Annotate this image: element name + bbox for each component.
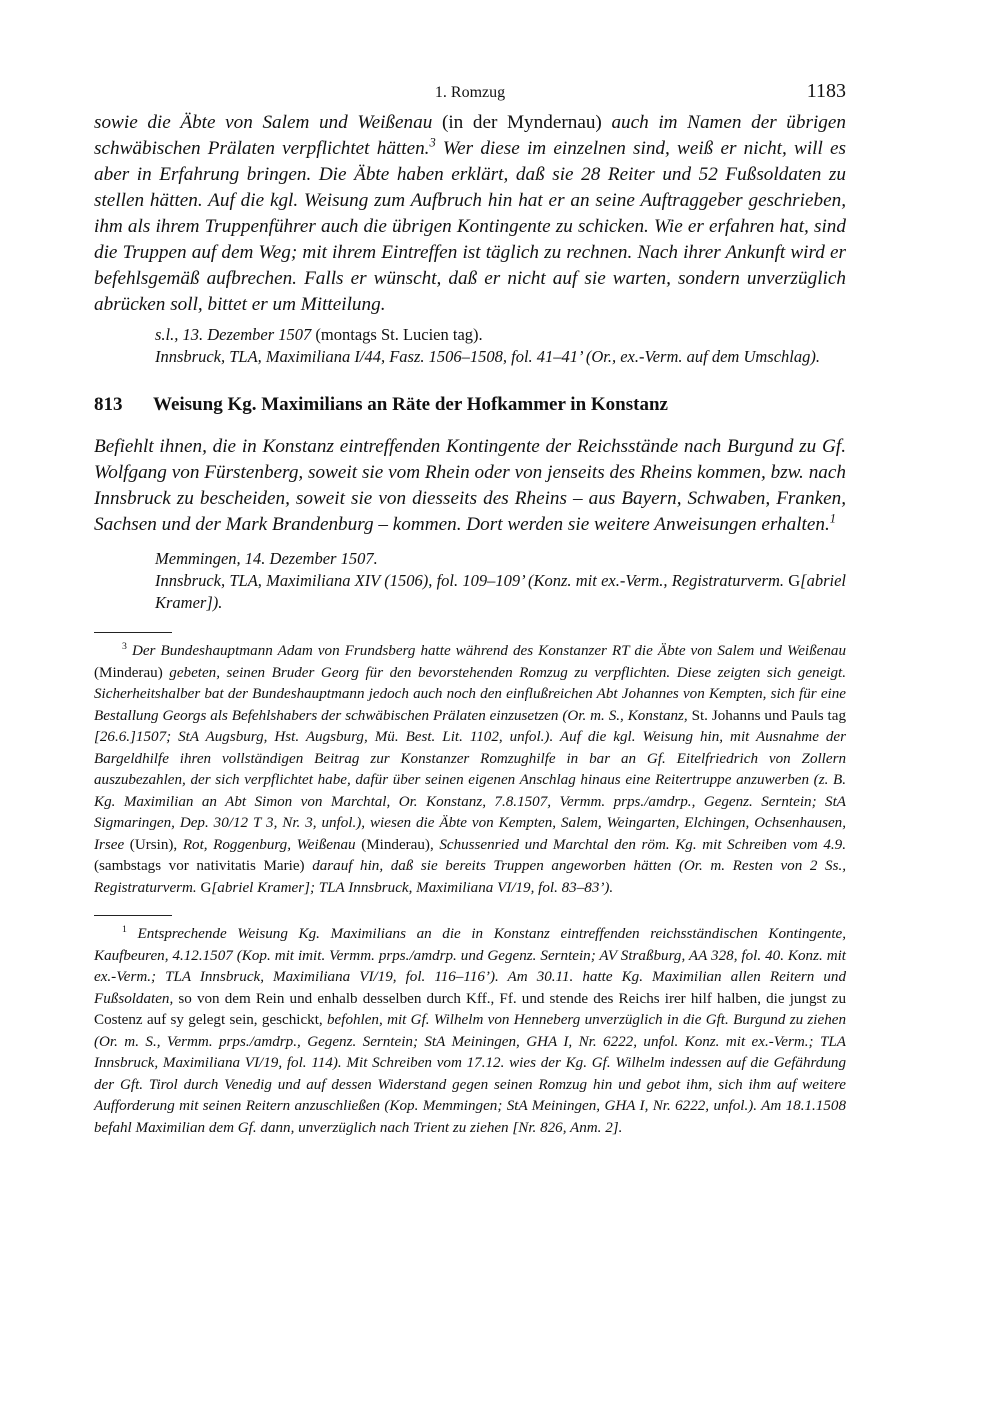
footnote-3-text-b: (Minderau) — [94, 664, 170, 681]
document-page — [94, 78, 846, 1139]
running-header — [94, 78, 846, 108]
footnote-3-text-l: G — [196, 879, 212, 896]
source-block-812 — [155, 324, 846, 368]
footnote-3-text-m: [abriel Kramer]; TLA Innsbruck, Maximiliana VI/19, fol. 83–83’). — [211, 879, 614, 896]
footnote-1-text-c: , befohlen, mit Gf. Wilhelm von Henneberg unverzüglich in die Gft. Burgund zu ziehen (Or. m. S., Vermm. prps./amdrp., Gegenz. Serntein; StA Meiningen, GHA I, Nr. 6222, unfol. Konz. mit ex.-Verm.; TLA Innsbruck, Maximiliana VI/19, fol. 114). Mit Schreiben vom 17.12. wies der Kg. Gf. Wilhelm indessen auf die Gefährdung der Gft. Tirol durch Venedig und auf dessen Widerstand gegen seinen Romzug hin und gebot ihm, sich ihm auf weitere Aufforderung mit seinen Reitern anzuschließen (Kop. Memmingen; StA Meiningen, GHA I, Nr. 6222, unfol.). Am 18.1.1508 befahl Maximilian dem Gf. dann, unverzüglich nach Trient zu ziehen [Nr. 826, Anm. 2]. — [94, 1012, 846, 1136]
footnote-3-text-d: St. Johanns und Pauls tag — [687, 707, 846, 724]
source-place-date: s.l., 13. Dezember 1507 — [155, 325, 312, 344]
intro-text-2: (in der Myndernau) — [432, 112, 612, 133]
document-heading-813 — [94, 394, 846, 416]
footnote-3-mark: 3 — [122, 640, 127, 652]
footnote-3-text-f: (Ursin), — [124, 836, 183, 853]
footnote-1-text-a: Entsprechende Weisung Kg. Maximilians an die in Konstanz eintreffenden reichsständischen Kontingente, Kaufbeuren, 4.12.1507 (Kop. mit imit. Vermm. prps./amdrp. und Gegenz. Serntein; AV Straßburg, AA 328, fol. 40. Konz. mit ex.-Verm.; TLA Innsbruck, Maximiliana VI/19, fol. 116–116’). Am 30.11. hatte Kg. Maximilian allen Reitern und Fußsoldaten, — [94, 926, 846, 1007]
running-title: 1. Romzug — [434, 84, 506, 101]
footnote-1-mark: 1 — [122, 923, 127, 935]
page-number: 1183 — [806, 80, 846, 102]
footnote-3-text-h: (Minderau), — [355, 836, 440, 853]
source-813-archive-b: G — [788, 571, 801, 590]
footnote-divider-2 — [94, 915, 172, 916]
footnote-3-text-j: (sambstags vor nativitatis Marie) — [94, 858, 313, 874]
source-813-place-date: Memmingen, 14. Dezember 1507. — [155, 549, 378, 568]
intro-text-1: sowie die Äbte von Salem und Weißenau — [94, 112, 433, 133]
footnote-3-text-k: darauf hin, daß sie bereits Truppen angeworben hätten (Or. m. Resten von 2 Ss., Registraturverm. — [94, 858, 846, 896]
source-archive: Innsbruck, TLA, Maximiliana I/44, Fasz. 1506–1508, fol. 41–41’ (Or., ex.-Verm. auf dem Umschlag). — [155, 347, 820, 366]
source-block-813 — [155, 548, 846, 614]
footnote-ref-1: 1 — [829, 511, 836, 526]
footnote-3 — [94, 641, 846, 899]
document-number: 813 — [94, 394, 123, 415]
document-title: Weisung Kg. Maximilians an Räte der Hofkammer in Konstanz — [153, 394, 668, 415]
summary-text: Befiehlt ihnen, die in Konstanz eintreffenden Kontingente der Reichsstände nach Burgund zu Gf. Wolfgang von Fürstenberg, soweit sie vom Rhein oder von jenseits des Rheins kommen, bzw. nach Innsbruck zu bescheiden, soweit sie von diesseits des Rheins – aus Bayern, Schwaben, Franken, Sachsen und der Mark Brandenburg – kommen. Dort werden sie weitere Anweisungen erhalten. — [94, 436, 846, 535]
source-813-archive-c: [abriel Kramer]). — [155, 571, 846, 612]
footnote-1 — [94, 924, 846, 1139]
footnote-ref-3: 3 — [429, 135, 436, 150]
source-813-archive-a: Innsbruck, TLA, Maximiliana XIV (1506), fol. 109–109’ (Konz. mit ex.-Verm., Registraturverm. — [155, 571, 789, 590]
intro-text-3: auch im Namen der übrigen schwäbischen Prälaten verpflichtet hätten. — [94, 112, 846, 159]
footnote-divider-1 — [94, 632, 172, 633]
document-summary — [94, 434, 846, 538]
footnote-3-text-i: Schussenried und Marchtal den röm. Kg. mit Schreiben vom 4.9. — [439, 836, 846, 853]
intro-text-4: Wer diese im einzelnen sind, weiß er nicht, will es aber in Erfahrung bringen. Die Äbte haben erklärt, daß sie 28 Reiter und 52 Fußsoldaten zu stellen hätten. Auf die kgl. Weisung zum Aufbruch hin hat er an seine Auftraggeber geschrieben, ihm als ihrem Truppenführer auch die übrigen Kontingente zu schicken. Wie er erfahren hat, sind die Truppen auf dem Weg; mit ihrem Eintreffen ist täglich zu rechnen. Nach ihrer Ankunft wird er befehlsgemäß aufbrechen. Falls er wünscht, daß er nicht auf sie warten, sondern unverzüglich abrücken soll, bittet er um Mitteilung. — [94, 138, 847, 315]
footnote-3-text-g: Rot, Roggenburg, Weißenau — [182, 836, 356, 853]
footnote-3-text-e: [26.6.]1507; StA Augsburg, Hst. Augsburg, Mü. Best. Lit. 1102, unfol.). Auf die kgl. Weisung hin, mit Ausnahme der Bargeldhilfe ihren vollständigen Beitrag zur Konstanzer Romzughilfe in bar an Gf. Eitelfriedrich von Zollern auszubezahlen, der sich verpflichtet habe, dafür über seinen eigenen Anschlag hinaus eine Reitertruppe anzuwerben (z. B. Kg. Maximilian an Abt Simon von Marchtal, Or. Konstanz, 7.8.1507, Vermm. prps./amdrp., Gegenz. Serntein; StA Sigmaringen, Dep. 30/12 T 3, Nr. 3, unfol.), wiesen die Äbte von Kempten, Salem, Weingarten, Elchingen, Ochsenhausen, Irsee — [94, 729, 846, 853]
footnote-1-text-b: so von dem Rein und enhalb desselben durch Kff., Ff. und stende des Reichs irer hilf halben, die jungst zu Costenz auf sy gelegt sein, geschickt — [94, 990, 846, 1028]
footnote-3-text-a: Der Bundeshauptmann Adam von Frundsberg hatte während des Konstanzer RT die Äbte von Salem und Weißenau — [131, 643, 846, 659]
footnote-3-text-c: gebeten, seinen Bruder Georg für den bevorstehenden Romzug zu verpflichten. Diese zeigten sich geneigt. Sicherheitshalber bat der Bundeshauptmann jedoch auch noch den einflußreichen Abt Johannes von Kempten, sich für eine Bestallung Georgs als Befehlshabers der schwäbischen Prälaten einzusetzen (Or. m. S., Konstanz, — [94, 664, 846, 724]
intro-paragraph — [94, 110, 846, 318]
source-date-note: (montags St. Lucien tag). — [311, 325, 483, 344]
